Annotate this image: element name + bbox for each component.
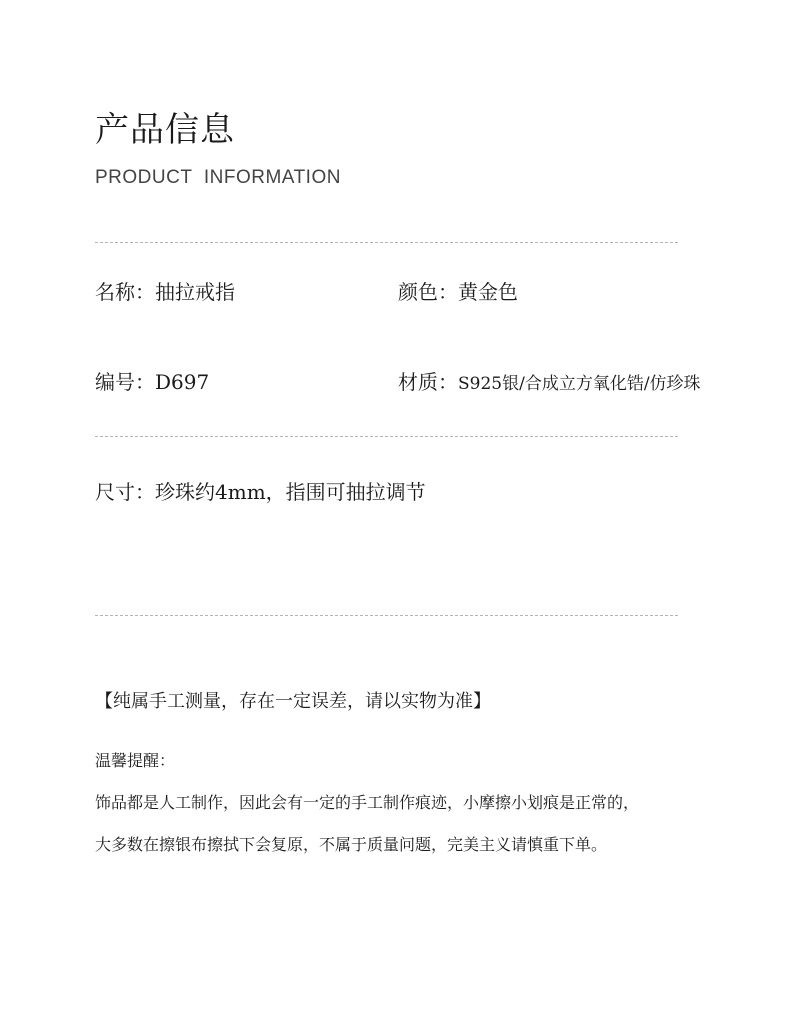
spec-code-value: D697 — [155, 370, 210, 394]
divider — [95, 436, 678, 437]
page-title: 产品信息 — [95, 110, 235, 150]
page-subtitle: PRODUCT INFORMATION — [95, 167, 341, 188]
spec-name-value: 抽拉戒指 — [155, 280, 235, 304]
spec-code-label: 编号： — [95, 370, 155, 394]
spec-size-label: 尺寸： — [95, 480, 155, 504]
spec-code — [95, 369, 209, 395]
spec-size-value: 珍珠约4mm，指围可抽拉调节 — [155, 480, 426, 504]
tip-line: 大多数在擦银布擦拭下会复原，不属于质量问题，完美主义请慎重下单。 — [95, 835, 608, 854]
spec-color-label: 颜色： — [398, 280, 458, 304]
tip-title: 温馨提醒： — [95, 751, 176, 770]
spec-color-value: 黄金色 — [458, 280, 518, 304]
spec-size — [95, 479, 426, 505]
spec-material-label: 材质： — [398, 370, 458, 394]
measure-note: 【纯属手工测量，存在一定误差，请以实物为准】 — [95, 691, 491, 712]
spec-name — [95, 279, 235, 305]
tip-line: 饰品都是人工制作，因此会有一定的手工制作痕迹，小摩擦小划痕是正常的， — [95, 793, 640, 812]
spec-material-value: S925银/合成立方氧化锆/仿珍珠 — [458, 374, 701, 394]
spec-name-label: 名称： — [95, 280, 155, 304]
divider — [95, 615, 678, 616]
spec-material — [398, 369, 701, 397]
spec-color — [398, 279, 518, 305]
divider — [95, 242, 678, 243]
